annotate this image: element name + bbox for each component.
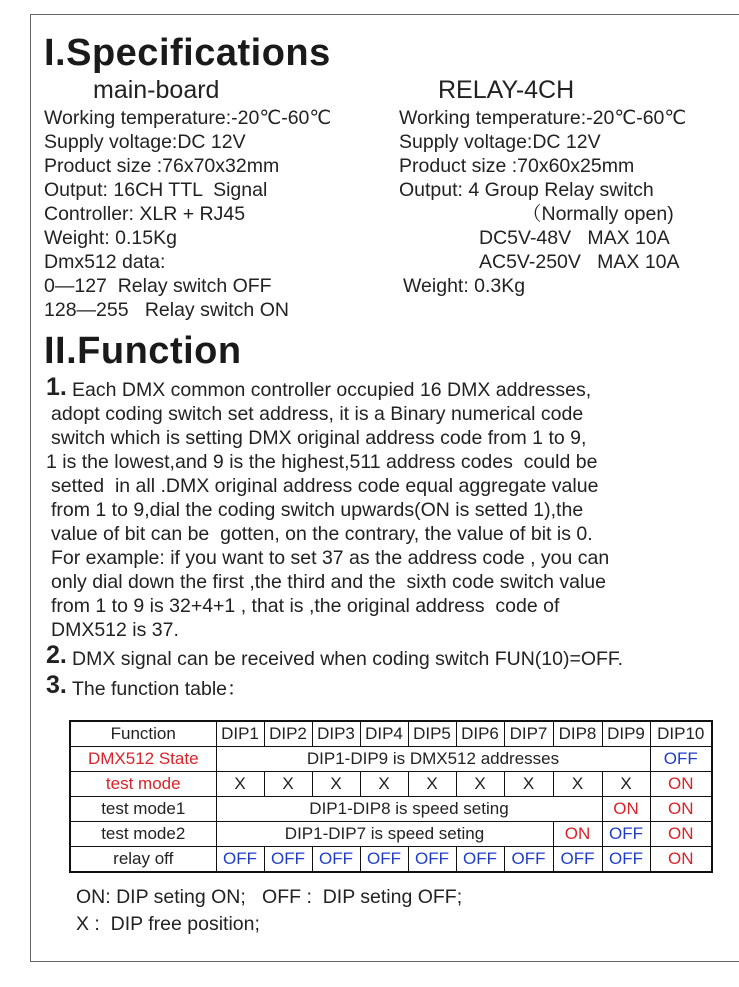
table-cell: OFF <box>602 847 650 873</box>
spec-line: Output: 16CH TTL Signal <box>44 179 268 201</box>
relay-header: RELAY-4CH <box>438 76 575 104</box>
table-cell: X <box>602 772 650 797</box>
table-row <box>70 822 712 847</box>
table-cell: OFF <box>216 847 264 873</box>
table-cell: OFF <box>360 847 408 873</box>
table-header-row <box>70 721 712 747</box>
table-cell: DIP1-DIP7 is speed seting <box>216 822 553 847</box>
table-cell: X <box>216 772 264 797</box>
paragraph-line: DMX512 is 37. <box>51 619 179 641</box>
spec-line: Dmx512 data: <box>44 251 166 273</box>
table-cell: X <box>408 772 456 797</box>
table-cell: DIP1-DIP9 is DMX512 addresses <box>216 747 650 772</box>
table-cell: DIP1-DIP8 is speed seting <box>216 797 602 822</box>
spec-line: Product size :76x70x32mm <box>44 155 280 177</box>
table-cell: OFF <box>504 847 553 873</box>
paragraph-line: For example: if you want to set 37 as the address code , you can <box>51 547 610 569</box>
paragraph-line: value of bit can be gotten, on the contrary, the value of bit is 0. <box>51 523 593 545</box>
main-board-header: main-board <box>93 76 220 104</box>
paragraph-line: from 1 to 9,dial the coding switch upwards(ON is setted 1),the <box>51 499 584 521</box>
legend-line-1: ON: DIP seting ON; OFF : DIP seting OFF; <box>76 886 463 908</box>
table-cell: X <box>360 772 408 797</box>
spec-line: Product size :70x60x25mm <box>399 155 635 177</box>
spec-line: AC5V-250V MAX 10A <box>479 251 680 273</box>
table-cell: X <box>553 772 602 797</box>
spec-line: Controller: XLR + RJ45 <box>44 203 246 225</box>
spec-line: DC5V-48V MAX 10A <box>479 227 670 249</box>
table-cell: ON <box>553 822 602 847</box>
spec-line: 0—127 Relay switch OFF <box>44 275 272 297</box>
paragraph-line: only dial down the first ,the third and the sixth code switch value <box>51 571 606 593</box>
table-header-cell: DIP2 <box>264 721 312 747</box>
paragraph-line: 1 is the lowest,and 9 is the highest,511 address codes could be <box>46 451 598 473</box>
table-cell: OFF <box>408 847 456 873</box>
table-cell: ON <box>650 772 712 797</box>
table-cell: X <box>456 772 504 797</box>
table-cell: ON <box>602 797 650 822</box>
row-label: DMX512 State <box>70 747 216 772</box>
table-cell: ON <box>650 822 712 847</box>
table-header-cell: DIP1 <box>216 721 264 747</box>
spec-line: 128—255 Relay switch ON <box>44 299 289 321</box>
row-label: relay off <box>70 847 216 873</box>
row-label: test mode1 <box>70 797 216 822</box>
paragraph-line: DMX signal can be received when coding switch FUN(10)=OFF. <box>72 648 624 670</box>
paragraph-line: Each DMX common controller occupied 16 DMX addresses, <box>72 379 592 401</box>
function-table <box>69 720 713 873</box>
table-header-cell: DIP8 <box>553 721 602 747</box>
row-label: test mode2 <box>70 822 216 847</box>
table-cell: ON <box>650 797 712 822</box>
table-row <box>70 797 712 822</box>
paragraph-number: 2. <box>46 641 67 669</box>
spec-line: Working temperature:-20℃-60℃ <box>399 107 687 129</box>
table-header-cell: DIP4 <box>360 721 408 747</box>
table-header-cell: DIP7 <box>504 721 553 747</box>
function-heading: II.Function <box>44 330 242 372</box>
table-header-cell: DIP6 <box>456 721 504 747</box>
paragraph-number: 1. <box>46 373 67 401</box>
table-cell: OFF <box>553 847 602 873</box>
table-header-cell: Function <box>70 721 216 747</box>
table-cell: OFF <box>264 847 312 873</box>
table-row <box>70 847 712 873</box>
paragraph-line: setted in all .DMX original address code equal aggregate value <box>51 475 599 497</box>
spec-line: Weight: 0.15Kg <box>44 227 177 249</box>
table-cell: X <box>264 772 312 797</box>
table-header-cell: DIP3 <box>312 721 360 747</box>
spec-line: Working temperature:-20℃-60℃ <box>44 107 332 129</box>
table-header-cell: DIP9 <box>602 721 650 747</box>
legend-line-2: X : DIP free position; <box>76 913 260 935</box>
spec-line: Supply voltage:DC 12V <box>44 131 246 153</box>
paragraph-line: from 1 to 9 is 32+4+1 , that is ,the original address code of <box>51 595 560 617</box>
table-cell: ON <box>650 847 712 873</box>
paragraph-number: 3. <box>46 671 67 699</box>
paragraph-line: switch which is setting DMX original address code from 1 to 9, <box>51 427 587 449</box>
table-cell: OFF <box>312 847 360 873</box>
spec-line: Weight: 0.3Kg <box>403 275 526 297</box>
table-cell: OFF <box>650 747 712 772</box>
paragraph-line: The function table： <box>72 678 247 700</box>
row-label: test mode <box>70 772 216 797</box>
table-cell: OFF <box>456 847 504 873</box>
paragraph-line: adopt coding switch set address, it is a Binary numerical code <box>51 403 584 425</box>
spec-line: Supply voltage:DC 12V <box>399 131 601 153</box>
table-header-cell: DIP5 <box>408 721 456 747</box>
table-cell: OFF <box>602 822 650 847</box>
table-header-cell: DIP10 <box>650 721 712 747</box>
table-cell: X <box>312 772 360 797</box>
specifications-heading: I.Specifications <box>44 32 331 74</box>
table-row <box>70 772 712 797</box>
table-cell: X <box>504 772 553 797</box>
spec-line: （Normally open) <box>522 203 674 225</box>
spec-line: Output: 4 Group Relay switch <box>399 179 654 201</box>
table-row <box>70 747 712 772</box>
